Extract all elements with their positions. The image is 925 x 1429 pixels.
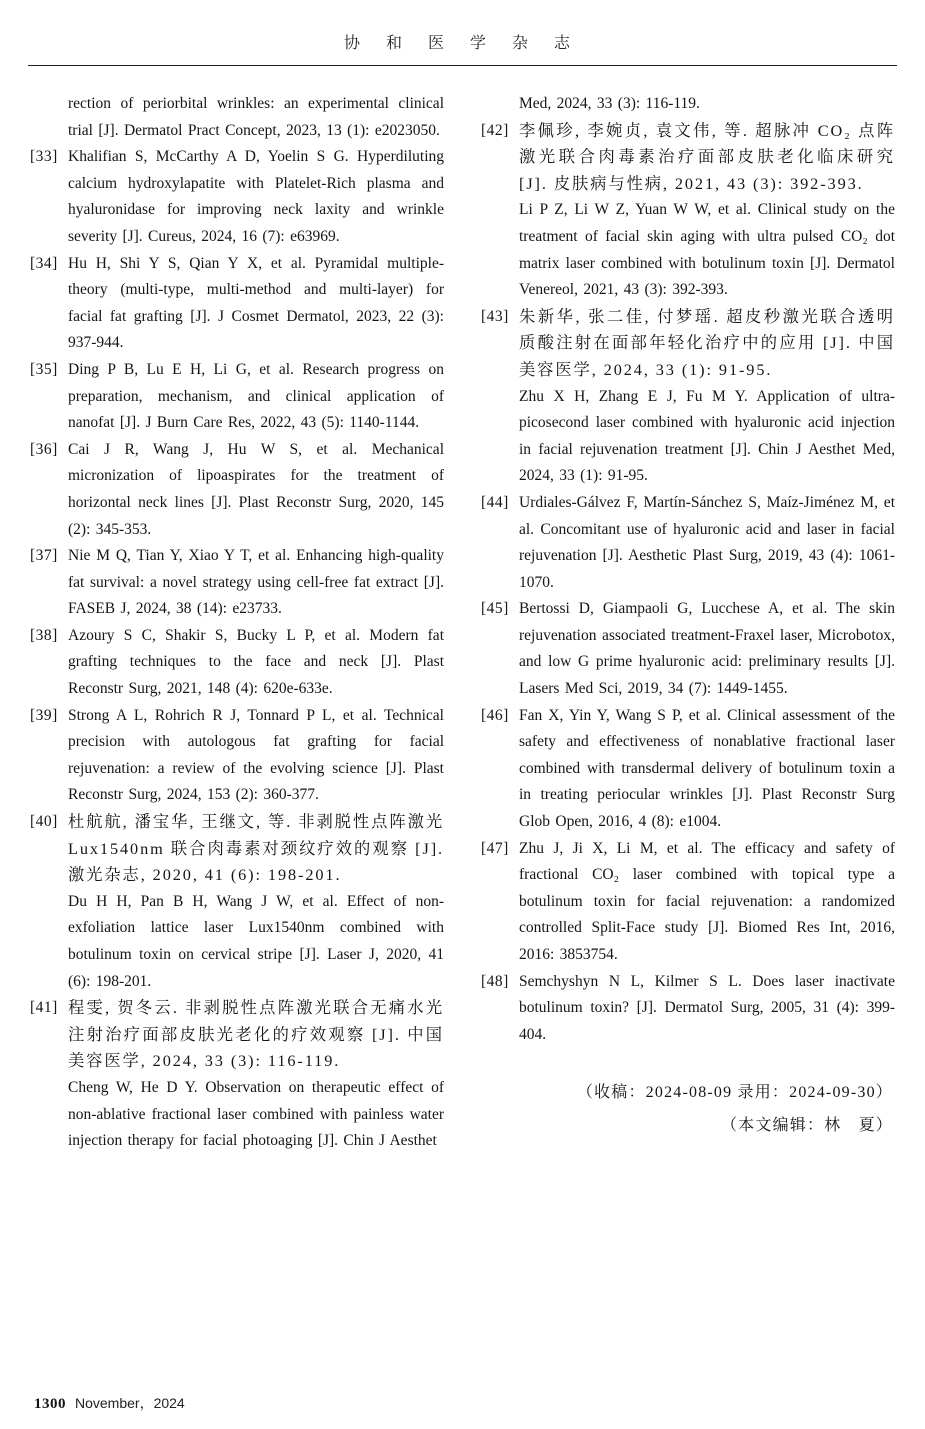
reference-text: Semchyshyn N L, Kilmer S L. Does laser inactivate botulinum toxin? [J]. Dermatol Surg, 2005, 31 (4): 399-404.: [519, 972, 895, 1043]
reference-body: [68, 91, 444, 144]
closing-block: [481, 1076, 895, 1142]
reference-item-36: [30, 437, 444, 543]
reference-item-41: [30, 995, 444, 1155]
reference-number: [41]: [30, 999, 58, 1017]
reference-item-43: [481, 304, 895, 490]
reference-text-chinese: 李佩珍, 李婉贞, 袁文伟, 等. 超脉冲 CO₂ 点阵激光联合肉毒素治疗面部皮肤老化临床研究 [J]. 皮肤病与性病, 2021, 43 (3): 392-393.: [519, 120, 895, 193]
reference-item-38: [30, 623, 444, 703]
reference-body: [68, 809, 444, 995]
reference-text: rection of periorbital wrinkles: an experimental clinical trial [J]. Dermatol Pract Concept, 2023, 13 (1): e2023050.: [68, 95, 444, 139]
reference-text: Strong A L, Rohrich R J, Tonnard P L, et al. Technical precision with autologous fat grafting for facial rejuvenation: a review of the evolving science [J]. Plast Reconstr Surg, 2024, 153 (2): 360-377.: [68, 706, 444, 804]
reference-number: [47]: [481, 839, 509, 857]
left-column: [30, 91, 444, 1155]
reference-body: [68, 144, 444, 250]
right-column: [481, 91, 895, 1155]
reference-body: [519, 703, 895, 836]
received-accepted-dates: （收稿：2024-08-09 录用：2024-09-30）: [576, 1084, 893, 1102]
reference-item-47: [481, 836, 895, 969]
reference-item-40: [30, 809, 444, 995]
reference-text-english: Li P Z, Li W Z, Yuan W W, et al. Clinical study on the treatment of facial skin aging with ultra pulsed CO₂ dot matrix laser combined with botulinum toxin [J]. Dermatol Venereol, 2021, 43 (3): 392-393.: [519, 201, 895, 299]
reference-item-37: [30, 543, 444, 623]
reference-body: [519, 304, 895, 490]
reference-body: [68, 437, 444, 543]
reference-body: [519, 118, 895, 304]
reference-body: [68, 995, 444, 1155]
reference-text: Cai J R, Wang J, Hu W S, et al. Mechanical micronization of lipoaspirates for the treatment of horizontal neck lines [J]. Plast Reconstr Surg, 2020, 145 (2): 345-353.: [68, 440, 444, 538]
reference-item-41-continuation: [481, 91, 895, 118]
reference-body: [68, 703, 444, 809]
reference-text: Fan X, Yin Y, Wang S P, et al. Clinical assessment of the safety and effectiveness of nonablative fractional laser combined with transdermal delivery of botulinum toxin a in treating periocular wrinkles [J]. Plast Reconstr Surg Glob Open, 2016, 4 (8): e1004.: [519, 706, 895, 831]
reference-body: [519, 596, 895, 702]
reference-text-chinese: 朱新华, 张二佳, 付梦瑶. 超皮秒激光联合透明质酸注射在面部年轻化治疗中的应用 [J]. 中国美容医学, 2024, 33 (1): 91-95.: [519, 306, 895, 379]
reference-text-chinese: 程雯, 贺冬云. 非剥脱性点阵激光联合无痛水光注射治疗面部皮肤光老化的疗效观察 [J]. 中国美容医学, 2024, 33 (3): 116-119.: [68, 998, 444, 1071]
reference-number: [40]: [30, 813, 58, 831]
reference-item-46: [481, 703, 895, 836]
reference-item-39: [30, 703, 444, 809]
reference-text: Ding P B, Lu E H, Li G, et al. Research progress on preparation, mechanism, and clinical application of nanofat [J]. J Burn Care Res, 2022, 43 (5): 1140-1144.: [68, 360, 444, 432]
reference-text: Med, 2024, 33 (3): 116-119.: [519, 95, 700, 112]
issue-date: November，2024: [75, 1395, 185, 1411]
reference-text-english: Du H H, Pan B H, Wang J W, et al. Effect of non-exfoliation lattice laser Lux1540nm combined with botulinum toxin on cervical stripe [J]. Laser J, 2020, 41 (6): 198-201.: [68, 892, 444, 990]
journal-header-title: 协 和 医 学 杂 志: [343, 35, 581, 52]
page-number: 1300: [34, 1396, 66, 1412]
reference-item-48: [481, 969, 895, 1049]
reference-number: [481, 91, 519, 118]
reference-number: [30, 91, 68, 144]
reference-number: [43]: [481, 307, 509, 325]
reference-number: [48]: [481, 972, 509, 990]
reference-number: [37]: [30, 547, 58, 565]
page-footer: [34, 1393, 185, 1413]
reference-text-chinese: 杜航航, 潘宝华, 王继文, 等. 非剥脱性点阵激光 Lux1540nm 联合肉毒素对颈纹疗效的观察 [J]. 激光杂志, 2020, 41 (6): 198-201.: [68, 812, 444, 885]
reference-text: Hu H, Shi Y S, Qian Y X, et al. Pyramidal multiple-theory (multi-type, multi-method and multi-layer) for facial fat grafting [J]. J Cosmet Dermatol, 2023, 22 (3): 937-944.: [68, 254, 444, 352]
reference-number: [45]: [481, 600, 509, 618]
reference-item-45: [481, 596, 895, 702]
editor-credit: （本文编辑：林 夏）: [720, 1117, 893, 1135]
reference-body: [519, 490, 895, 596]
reference-text: Urdiales-Gálvez F, Martín-Sánchez S, Maíz-Jiménez M, et al. Concomitant use of hyaluronic acid and laser in facial rejuvenation [J]. Aesthetic Plast Surg, 2019, 43 (4): 1061-1070.: [519, 493, 895, 591]
reference-item-33: [30, 144, 444, 250]
reference-text-english: Cheng W, He D Y. Observation on therapeutic effect of non-ablative fractional laser combined with painless water injection therapy for facial photoaging [J]. Chin J Aesthet: [68, 1078, 444, 1150]
reference-text: Azoury S C, Shakir S, Bucky L P, et al. Modern fat grafting techniques to the face and neck [J]. Plast Reconstr Surg, 2021, 148 (4): 620e-633e.: [68, 626, 444, 698]
reference-body: [68, 357, 444, 437]
reference-number: [46]: [481, 706, 509, 724]
reference-item-34: [30, 251, 444, 357]
reference-item-32-continuation: [30, 91, 444, 144]
reference-number: [38]: [30, 626, 58, 644]
reference-number: [33]: [30, 148, 58, 166]
reference-text: Zhu J, Ji X, Li M, et al. The efficacy and safety of fractional CO₂ laser combined with topical type a botulinum toxin for facial rejuvenation: a randomized controlled Split-Face study [J]. Biomed Res Int, 2016, 2016: 3853754.: [519, 839, 895, 963]
reference-body: [519, 91, 895, 118]
reference-text: Bertossi D, Giampaoli G, Lucchese A, et al. The skin rejuvenation associated treatment-Fraxel laser, Microbotox, and low G prime hyaluronic acid: preliminary results [J]. Lasers Med Sci, 2019, 34 (7): 1449-1455.: [519, 600, 895, 698]
reference-body: [68, 251, 444, 357]
reference-number: [34]: [30, 254, 58, 272]
reference-text: Nie M Q, Tian Y, Xiao Y T, et al. Enhancing high-quality fat survival: a novel strategy using cell-free fat extract [J]. FASEB J, 2024, 38 (14): e23733.: [68, 547, 444, 618]
reference-text: Khalifian S, McCarthy A D, Yoelin S G. Hyperdiluting calcium hydroxylapatite with Platelet-Rich plasma and hyaluronidase for improving neck laxity and wrinkle severity [J]. Cureus, 2024, 16 (7): e63969.: [68, 148, 444, 245]
reference-number: [39]: [30, 706, 58, 724]
reference-body: [519, 836, 895, 969]
reference-item-42: [481, 118, 895, 304]
reference-text-english: Zhu X H, Zhang E J, Fu M Y. Application of ultra-picosecond laser combined with hyaluronic acid injection in facial rejuvenation treatment [J]. Chin J Aesthet Med, 2024, 33 (1): 91-95.: [519, 387, 895, 485]
reference-number: [36]: [30, 440, 58, 458]
reference-number: [42]: [481, 121, 509, 139]
reference-number: [35]: [30, 360, 58, 378]
reference-body: [68, 623, 444, 703]
reference-body: [519, 969, 895, 1049]
reference-number: [44]: [481, 493, 509, 511]
reference-body: [68, 543, 444, 623]
reference-item-44: [481, 490, 895, 596]
reference-item-35: [30, 357, 444, 437]
references-content: [0, 66, 925, 1155]
